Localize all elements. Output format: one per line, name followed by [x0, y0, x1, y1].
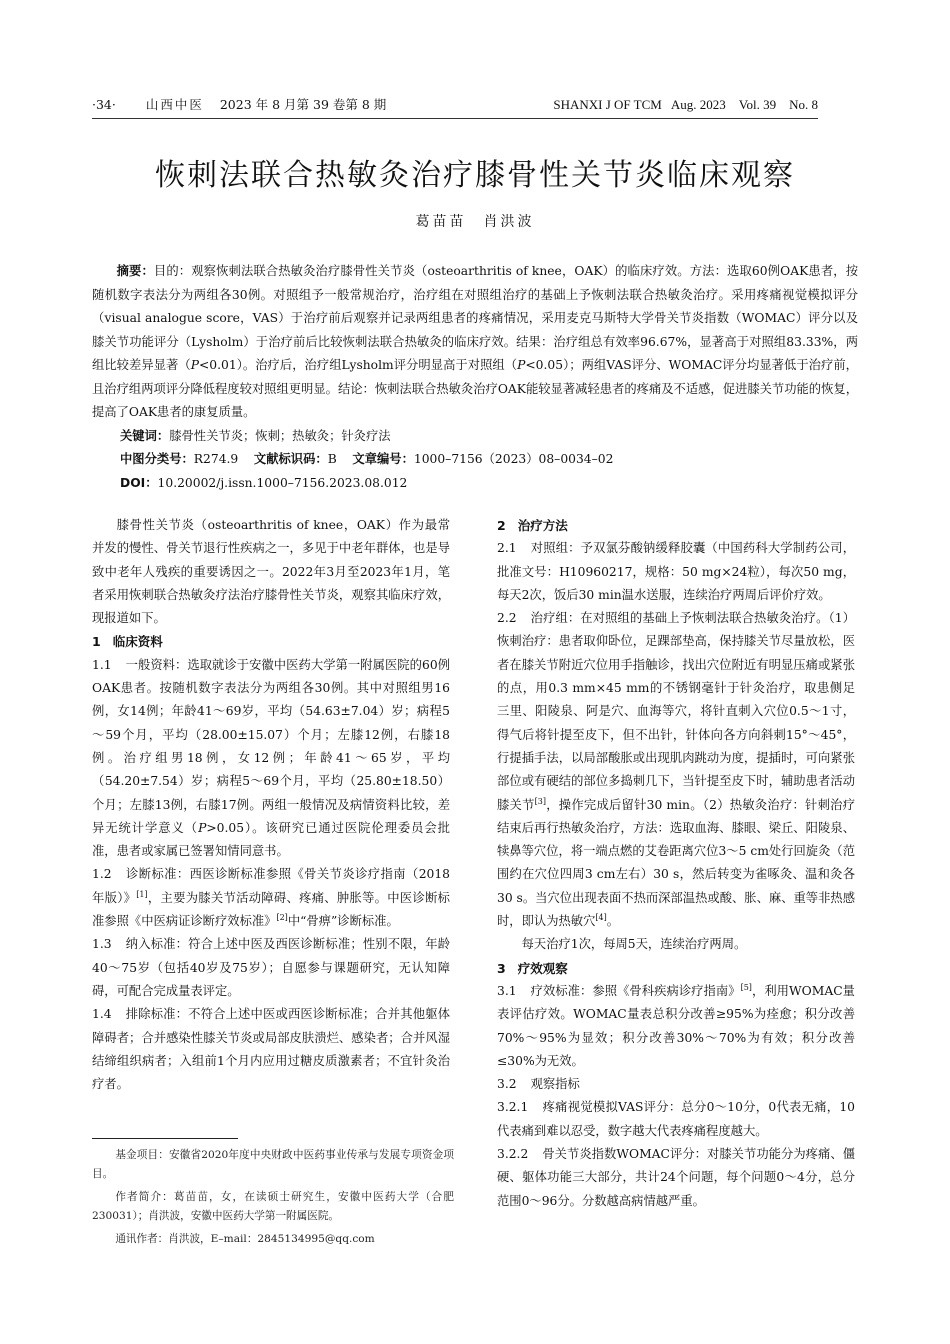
abstract-block: [92, 260, 858, 495]
section-2-1: 2.1 对照组：予双氯芬酸钠缓释胶囊（中国药科大学制药公司，批准文号：H10960217，规格：50 mg×24粒），每次50 mg，每天2次，饭后30 min温水送服，连续治疗两周后评价疗效。: [497, 541, 855, 602]
footnote-author: 作者简介：葛苗苗，女，在读硕士研究生，安徽中医药大学（合肥230031）；肖洪波，安徽中医药大学第一附属医院。: [92, 1191, 454, 1222]
section-3-2-2: 3.2.2 骨关节炎指数WOMAC评分：对膝关节功能分为疼痛、僵硬、躯体功能三大部分，共计24个问题，每个问题0～4分，总分范围0～96分。分数越高病情越严重。: [497, 1147, 855, 1208]
abstract-text: 摘要：目的：观察恢刺法联合热敏灸治疗膝骨性关节炎（osteoarthritis of knee，OAK）的临床疗效。方法：选取60例OAK患者，按随机数字表法分为两组各30例。对照组予一般常规治疗，治疗组在对照组治疗的基础上予恢刺法联合热敏灸治疗。采用疼痛视觉模拟评分（visual analogue score，VAS）于治疗前后观察并记录两组患者的疼痛情况，采用麦克马斯特大学骨关节炎指数（WOMAC）评分以及膝关节功能评分（Lysholm）于治疗前后比较恢刺法联合热敏灸的临床疗效。结果：治疗组总有效率96.67%，显著高于对照组83.33%，两组比较差异显著（P<0.01）。治疗后，治疗组Lysholm评分明显高于对照组（P<0.05）；两组VAS评分、WOMAC评分均显著低于治疗前，且治疗组两项评分降低程度较对照组更明显。结论：恢刺法联合热敏灸治疗OAK能较显著减轻患者的疼痛及不适感，促进膝关节功能的恢复，提高了OAK患者的康复质量。: [92, 264, 858, 419]
journal-name-en: SHANXI J OF TCM: [553, 97, 662, 112]
ref-2: [2]: [276, 912, 288, 922]
article-title: 恢刺法联合热敏灸治疗膝骨性关节炎临床观察: [155, 158, 795, 193]
article-authors: 葛苗苗 肖洪波: [415, 214, 535, 230]
section-1-2: 1.2 诊断标准：西医诊断标准参照《骨关节炎诊疗指南（2018年版）》[1]，主要为膝关节活动障碍、疼痛、肿胀等。中医诊断标准参照《中医病证诊断疗效标准》[2]中“骨痹”诊断标准。: [92, 867, 450, 929]
doc-code-value: B: [327, 452, 337, 466]
section-1-4: 1.4 排除标准：不符合上述中医或西医诊断标准；合并其他躯体障碍者；合并感染性膝关节炎或局部皮肤溃烂、感染者；合并风湿结缔组织病者；入组前1个月内应用过糖皮质激素者；不宜针灸治疗者。: [92, 1007, 450, 1092]
footnote-corresponding: 通讯作者：肖洪波，E–mail：2845134995@qq.com: [115, 1233, 375, 1245]
section-2-heading: 2 治疗方法: [497, 518, 568, 533]
keywords-line: [92, 425, 858, 449]
section-1-heading: 1 临床资料: [92, 634, 163, 650]
journal-name-cn: 山西中医: [145, 97, 204, 112]
treatment-schedule: 每天治疗1次，每周5天，连续治疗两周。: [521, 937, 747, 952]
header-right: [553, 96, 818, 114]
ref-1: [1]: [136, 889, 148, 899]
running-header: [92, 96, 818, 114]
ref-3: [3]: [534, 796, 546, 806]
ref-5: [5]: [740, 982, 752, 992]
doi-line: DOI：10.20002/j.issn.1000–7156.2023.08.012: [120, 475, 408, 490]
section-3-1: 3.1 疗效标准：参照《骨科疾病诊疗指南》[5]，利用WOMAC量表评估疗效。WOMAC量表总积分改善≥95%为痊愈；积分改善70%～95%为显效；积分改善30%～70%为有效；积分改善≤30%为无效。: [497, 982, 855, 1068]
section-3-2-1: 3.2.1 疼痛视觉模拟VAS评分：总分0～10分，0代表无痛，10代表痛到难以忍受，数字越大代表疼痛程度越大。: [497, 1100, 855, 1138]
right-column: [497, 514, 855, 1213]
clc-value: R274.9: [193, 452, 239, 466]
section-3-2: 3.2 观察指标: [497, 1077, 580, 1092]
abstract-label: 摘要：: [116, 264, 154, 278]
footnotes: [92, 1146, 454, 1253]
left-column: [92, 514, 450, 1096]
classification-line: 中图分类号：R274.9 文献标识码：B 文章编号：1000–7156（2023）08–0034–02: [120, 452, 614, 466]
keywords-value: 膝骨性关节炎；恢刺；热敏灸；针灸疗法: [169, 428, 391, 443]
page-number: ·34·: [92, 97, 116, 112]
header-rule: [92, 118, 818, 119]
section-1-3: 1.3 纳入标准：符合上述中医及西医诊断标准；性别不限，年龄40～75岁（包括40岁及75岁）；自愿参与课题研究，无认知障碍，可配合完成量表评定。: [92, 937, 450, 998]
doi-value: 10.20002/j.issn.1000–7156.2023.08.012: [157, 475, 408, 490]
section-2-2: 2.2 治疗组：在对照组的基础上予恢刺法联合热敏灸治疗。（1）恢刺治疗：患者取仰卧位，足踝部垫高，保持膝关节尽量放松，医者在膝关节附近穴位用手指触诊，找出穴位附近有明显压痛或紧张的点，用0.3 mm×45 mm的不锈钢毫针于针灸治疗，取患侧足三里、阳陵泉、阿是穴、血海等穴，将针直刺入穴位0.5～1寸，得气后将针提至皮下，但不出针，针体向各方向斜刺15°～45°，行提插手法，以局部酸胀或出现肌肉跳动为度，提插时，可向紧张部位或有硬结的部位多捣刺几下，当针提至皮下时，辅助患者活动膝关节[3]，操作完成后留针30 min。（2）热敏灸治疗：针刺治疗结束后再行热敏灸治疗，方法：选取血海、膝眼、梁丘、阳陵泉、犊鼻等穴位，将一端点燃的艾卷距离穴位3～5 cm处行回旋灸（范围约在穴位四周3 cm左右）30 s，然后转变为雀啄灸、温和灸各30 s。当穴位出现表面不热而深部温热或酸、胀、麻、重等非热感时，即认为热敏穴[4]。: [497, 611, 855, 929]
section-3-heading: 3 疗效观察: [497, 960, 568, 976]
keywords-label: 关键词：: [120, 428, 170, 443]
footnote-rule: [92, 1138, 238, 1139]
issue-info-cn: 2023 年 8 月第 39 卷第 8 期: [219, 97, 387, 112]
intro-paragraph: 膝骨性关节炎（osteoarthritis of knee，OAK）作为最常并发的慢性、骨关节退行性疾病之一，多见于中老年群体，也是导致中老年人残疾的重要诱因之一。2022年3月至2023年1月，笔者采用恢刺联合热敏灸疗法治疗膝骨性关节炎，观察其临床疗效，现报道如下。: [92, 518, 450, 626]
article-number-value: 1000–7156（2023）08–0034–02: [413, 452, 614, 466]
issue-info-en: Aug. 2023 Vol. 39 No. 8: [670, 97, 818, 112]
section-1-1: 1.1 一般资料：选取就诊于安徽中医药大学第一附属医院的60例OAK患者。按随机数字表法分为两组各30例。其中对照组男16例，女14例；年龄41～69岁，平均（54.63±7.04）岁；病程5～59个月，平均（28.00±15.07）个月；左膝12例，右膝18例。治疗组男18例，女12例；年龄41～65岁，平均（54.20±7.54）岁；病程5～69个月，平均（25.80±18.50）个月；左膝13例，右膝17例。两组一般情况及病情资料比较，差异无统计学意义（P>0.05）。该研究已通过医院伦理委员会批准，患者或家属已签署知情同意书。: [92, 657, 450, 859]
header-left: [92, 96, 386, 114]
footnote-fund: 基金项目：安徽省2020年度中央财政中医药事业传承与发展专项资金项目。: [92, 1149, 454, 1180]
ref-4: [4]: [595, 912, 607, 922]
